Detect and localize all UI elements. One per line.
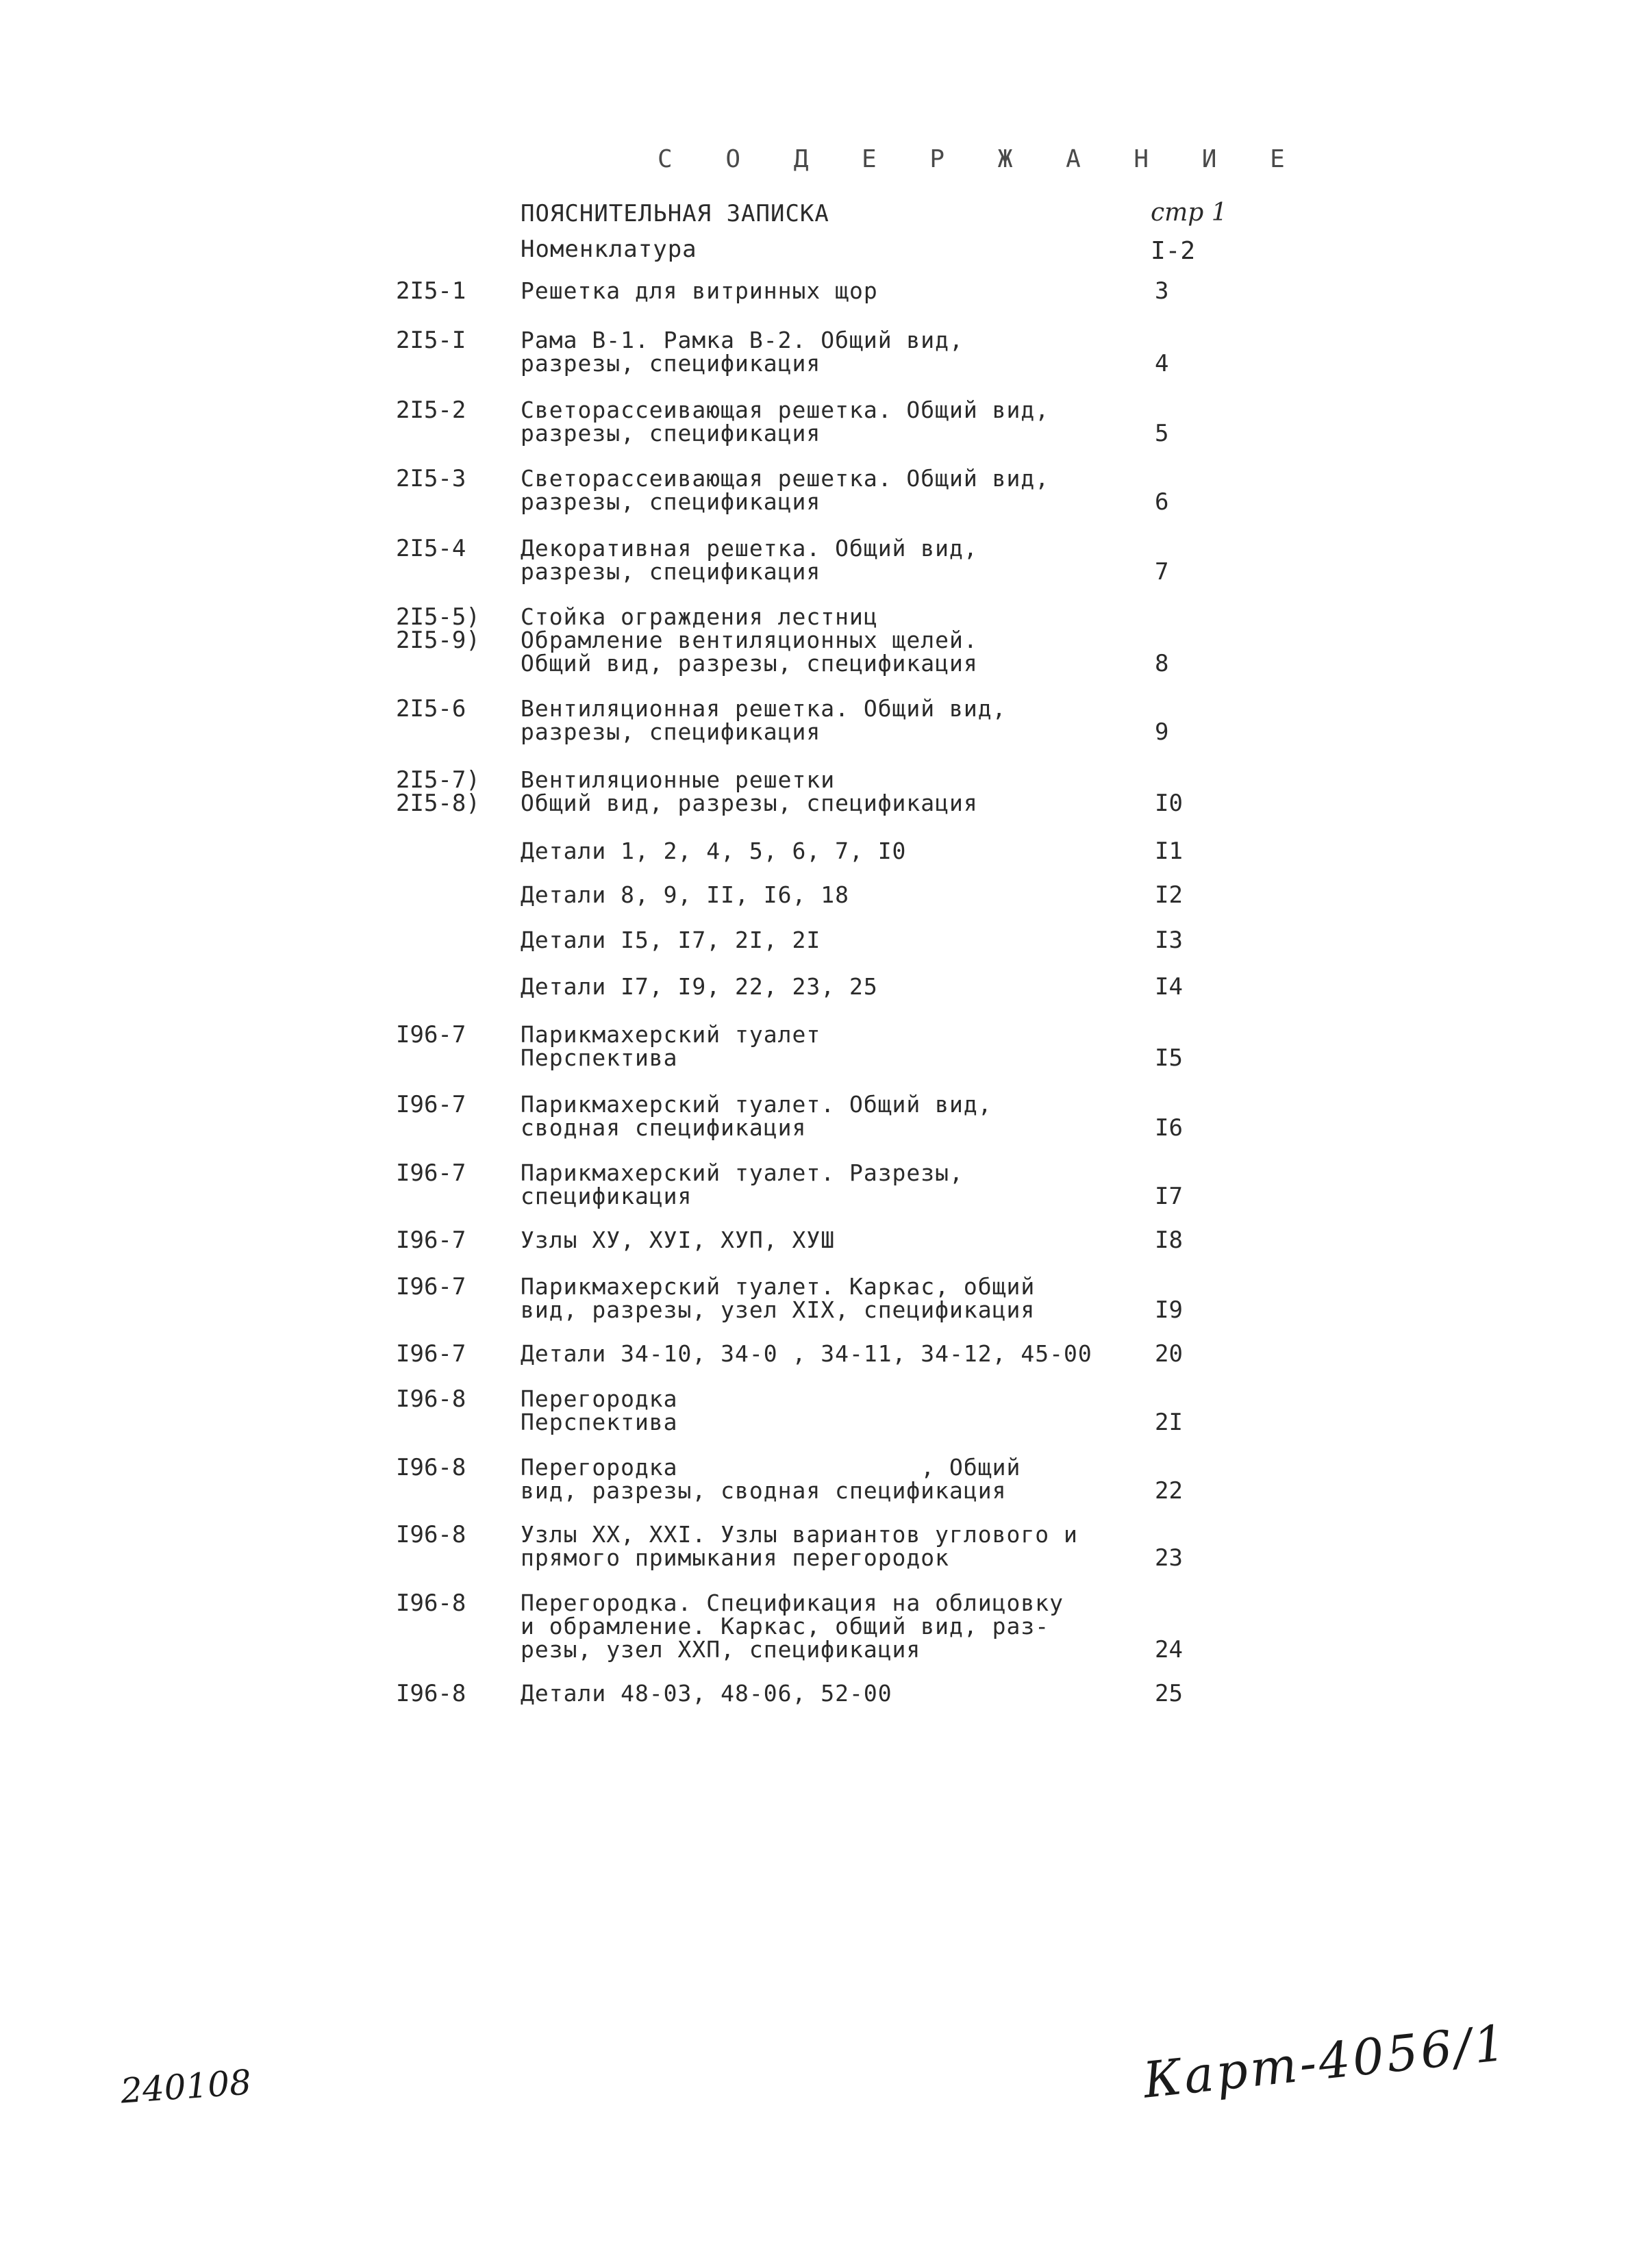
toc-sheet-code: 2I5-2 [396,397,466,424]
document-title: С О Д Е Р Ж А Н И Е [658,145,1304,173]
toc-row [0,929,1652,952]
toc-description: Парикмахерский туалет. Разрезы, спецификация [521,1159,964,1209]
toc-sheet-code: 2I5-3 [396,465,466,492]
toc-sheet-code: I96-7 [396,1159,466,1187]
toc-row [0,1093,1652,1140]
toc-sheet-code: 2I5-7) 2I5-8) [396,766,480,817]
toc-description: Декоративная решетка. Общий вид, разрезы, спецификация [521,535,978,585]
nomenclature-pages: I-2 [1151,237,1196,265]
toc-row [0,883,1652,907]
explanatory-note-page: стр 1 [1151,199,1227,227]
toc-page-number: I2 [1155,881,1183,909]
toc-page-number: 5 [1155,420,1169,447]
toc-page-number: I3 [1155,927,1183,954]
toc-page-number: 25 [1155,1680,1183,1707]
toc-sheet-code: I96-8 [396,1454,466,1481]
nomenclature-label: Номенклатура [521,236,697,263]
toc-description: Стойка ограждения лестниц Обрамление вентиляционных щелей. Общий вид, разрезы, спецификация [521,603,978,677]
toc-page-number: I8 [1155,1227,1183,1254]
inventory-number-left: 240108 [119,2062,253,2111]
toc-row [0,1229,1652,1252]
toc-description: Детали 1, 2, 4, 5, 6, 7, I0 [521,838,907,864]
toc-description: Узлы XX, XXI. Узлы вариантов углового и прямого примыкания перегородок [521,1521,1078,1571]
toc-page-number: 23 [1155,1544,1183,1572]
toc-sheet-code: 2I5-6 [396,695,466,723]
toc-sheet-code: 2I5-1 [396,277,466,305]
toc-row [0,399,1652,445]
toc-sheet-code: I96-7 [396,1021,466,1048]
toc-row [0,1161,1652,1208]
toc-row [0,1456,1652,1503]
toc-description: Детали 34-10, 34-0 , 34-11, 34-12, 45-00 [521,1340,1092,1367]
toc-sheet-code: 2I5-5) 2I5-9) [396,603,480,654]
toc-row [0,467,1652,514]
toc-row [0,1592,1652,1661]
toc-description: Вентиляционные решетки Общий вид, разрезы, спецификация [521,766,978,816]
toc-page-number: 2I [1155,1409,1183,1436]
toc-row [0,973,1652,1001]
toc-description: Детали I5, I7, 2I, 2I [521,927,821,953]
toc-row [0,279,1652,303]
archive-card-number-right: Карт-4056/1 [1140,2013,1511,2109]
toc-row [0,605,1652,675]
toc-row [0,1342,1652,1366]
toc-page-number: I7 [1155,1183,1183,1210]
toc-page-number: I5 [1155,1044,1183,1072]
toc-description: Рама В-1. Рамка В-2. Общий вид, разрезы, спецификация [521,327,964,377]
toc-description: Парикмахерский туалет. Общий вид, сводная спецификация [521,1091,992,1141]
toc-description: Детали 8, 9, II, I6, 18 [521,881,849,908]
toc-page-number: I0 [1155,790,1183,817]
toc-page-number: 8 [1155,650,1169,677]
toc-description: Вентиляционная решетка. Общий вид, разрезы, спецификация [521,695,1007,745]
toc-sheet-code: I96-8 [396,1385,466,1413]
toc-sheet-code: I96-8 [396,1680,466,1707]
toc-description: Решетка для витринных щор [521,277,878,304]
toc-page-number: I6 [1155,1114,1183,1142]
toc-sheet-code: I96-7 [396,1091,466,1118]
toc-page-number: 24 [1155,1636,1183,1663]
toc-row [0,768,1652,815]
toc-row [0,1023,1652,1070]
toc-sheet-code: I96-8 [396,1521,466,1548]
toc-page-number: 6 [1155,488,1169,516]
toc-row [0,1387,1652,1434]
toc-sheet-code: I96-7 [396,1227,466,1254]
toc-sheet-code: I96-7 [396,1340,466,1368]
toc-page-number: 22 [1155,1477,1183,1505]
toc-description: Светорассеивающая решетка. Общий вид, разрезы, спецификация [521,397,1050,447]
toc-page-number: 20 [1155,1340,1183,1368]
toc-sheet-code: I96-7 [396,1273,466,1301]
toc-row [0,1682,1652,1705]
toc-description: Узлы ХУ, ХУI, ХУП, ХУШ [521,1227,836,1253]
toc-description: Перегородка. Спецификация на облицовку и обрамление. Каркас, общий вид, раз- резы, узел ХХП, спецификация [521,1590,1064,1663]
toc-page-number: 4 [1155,350,1169,377]
toc-description: Парикмахерский туалет Перспектива [521,1021,821,1071]
toc-sheet-code: 2I5-4 [396,535,466,562]
toc-row [0,329,1652,375]
toc-page-number: I1 [1155,838,1183,865]
toc-sheet-code: I96-8 [396,1590,466,1617]
toc-description: Парикмахерский туалет. Каркас, общий вид, разрезы, узел XIX, спецификация [521,1273,1036,1323]
toc-row [0,535,1652,586]
toc-description: Светорассеивающая решетка. Общий вид, разрезы, спецификация [521,465,1050,515]
toc-description: Перегородка , Общий вид, разрезы, сводная спецификация [521,1454,1021,1504]
toc-page-number: I4 [1155,973,1183,1001]
toc-row [0,840,1652,863]
toc-page-number: 9 [1155,718,1169,746]
toc-row [0,1275,1652,1322]
toc-page-number: I9 [1155,1296,1183,1324]
explanatory-note-heading: ПОЯСНИТЕЛЬНАЯ ЗАПИСКА [521,200,829,227]
toc-page-number: 3 [1155,277,1169,305]
toc-description: Детали 48-03, 48-06, 52-00 [521,1680,892,1707]
toc-row [0,1523,1652,1570]
toc-description: Перегородка Перспектива [521,1385,678,1435]
toc-page-number: 7 [1155,558,1169,586]
toc-sheet-code: 2I5-I [396,327,466,354]
toc-row [0,697,1652,744]
toc-description: Детали I7, I9, 22, 23, 25 [521,973,878,1000]
